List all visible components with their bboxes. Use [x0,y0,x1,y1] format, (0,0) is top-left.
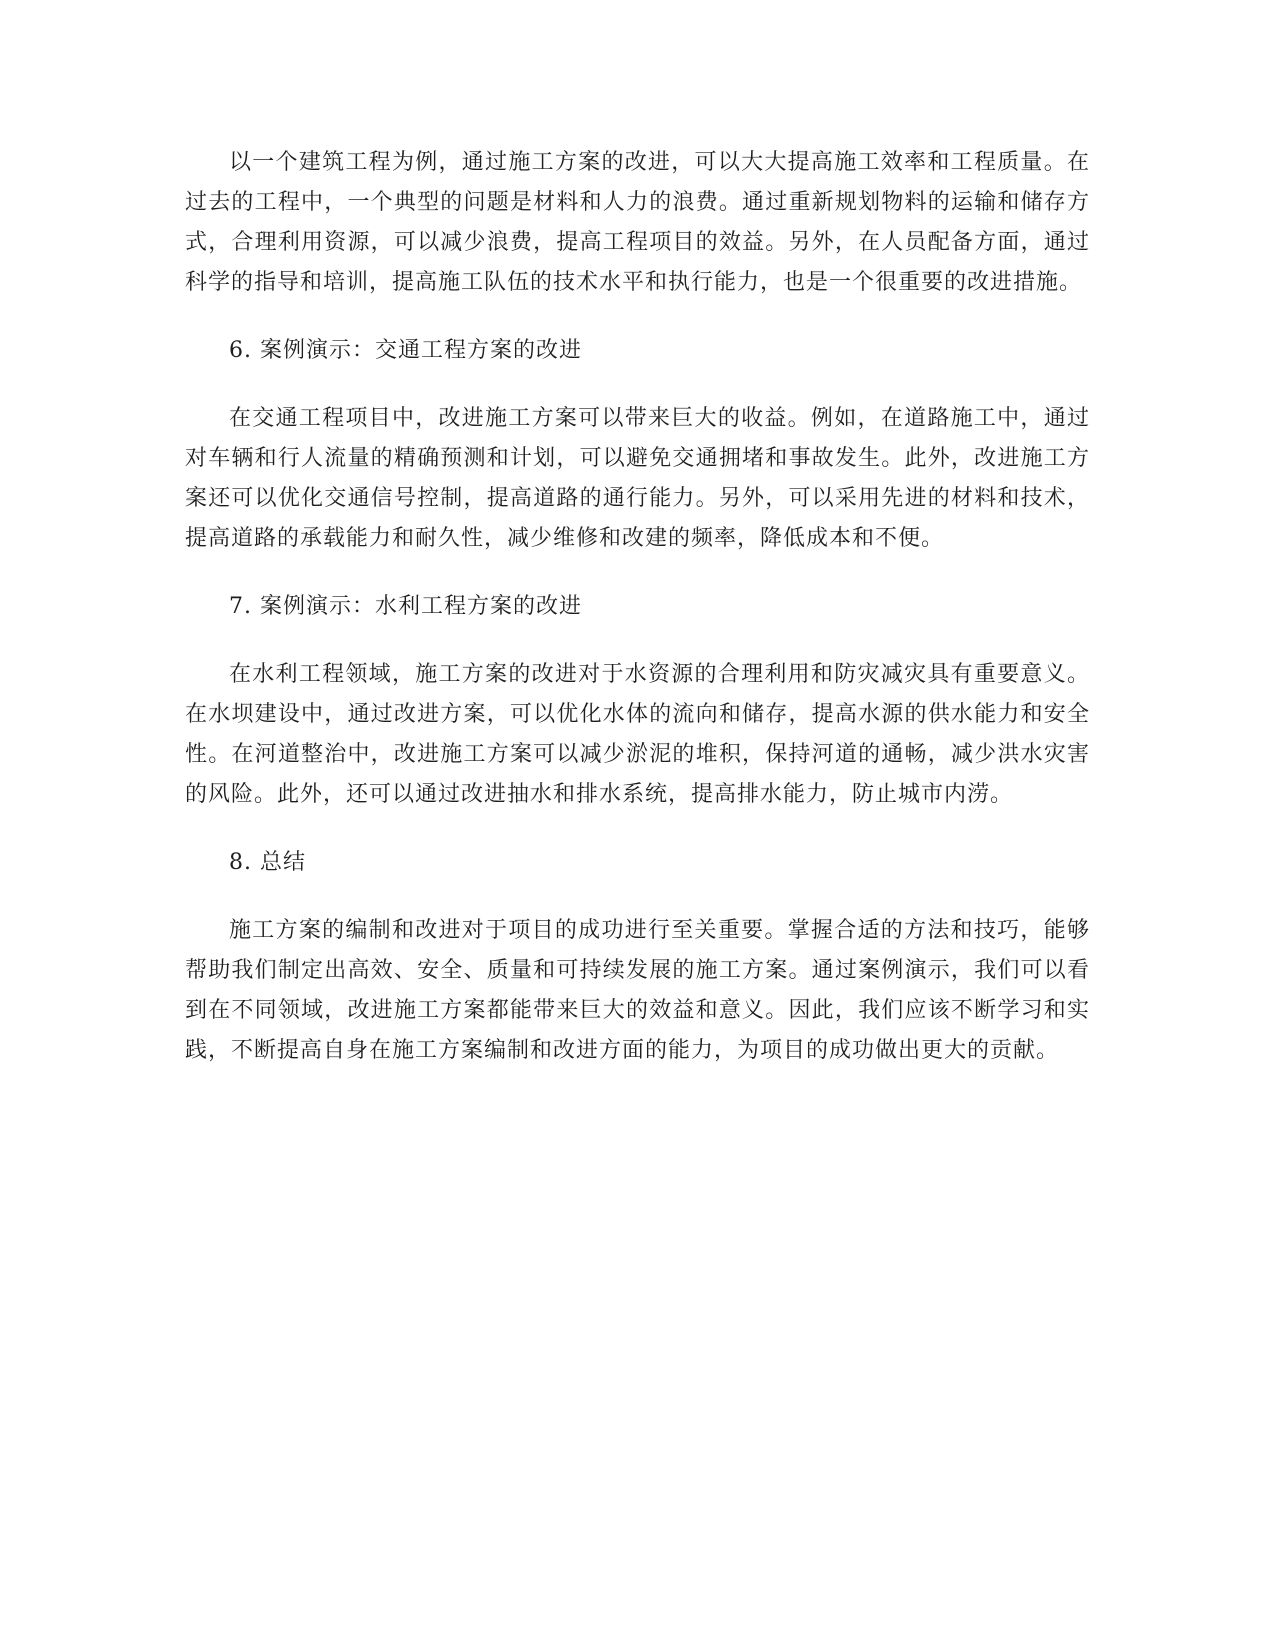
heading-summary: 8. 总结 [229,850,306,875]
paragraph-traffic-case: 在交通工程项目中，改进施工方案可以带来巨大的收益。例如，在道路施工中，通过对车辆和行人流量的精确预测和计划，可以避免交通拥堵和事故发生。此外，改进施工方案还可以优化交通信号控制，提高道路的通行能力。另外，可以采用先进的材料和技术，提高道路的承载能力和耐久性，减少维修和改建的频率，降低成本和不便。 [185,406,1090,551]
paragraph-summary: 施工方案的编制和改进对于项目的成功进行至关重要。掌握合适的方法和技巧，能够帮助我们制定出高效、安全、质量和可持续发展的施工方案。通过案例演示，我们可以看到在不同领域，改进施工方案都能带来巨大的效益和意义。因此，我们应该不断学习和实践，不断提高自身在施工方案编制和改进方面的能力，为项目的成功做出更大的贡献。 [185,918,1090,1063]
paragraph-construction-case: 以一个建筑工程为例，通过施工方案的改进，可以大大提高施工效率和工程质量。在过去的工程中，一个典型的问题是材料和人力的浪费。通过重新规划物料的运输和储存方式，合理利用资源，可以减少浪费，提高工程项目的效益。另外，在人员配备方面，通过科学的指导和培训，提高施工队伍的技术水平和执行能力，也是一个很重要的改进措施。 [185,150,1090,295]
heading-water-case: 7. 案例演示：水利工程方案的改进 [229,594,582,619]
paragraph-water-case: 在水利工程领域，施工方案的改进对于水资源的合理利用和防灾减灾具有重要意义。在水坝建设中，通过改进方案，可以优化水体的流向和储存，提高水源的供水能力和安全性。在河道整治中，改进施工方案可以减少淤泥的堆积，保持河道的通畅，减少洪水灾害的风险。此外，还可以通过改进抽水和排水系统，提高排水能力，防止城市内涝。 [185,662,1090,807]
heading-traffic-case: 6. 案例演示：交通工程方案的改进 [229,338,582,363]
document-body [185,143,1090,1099]
